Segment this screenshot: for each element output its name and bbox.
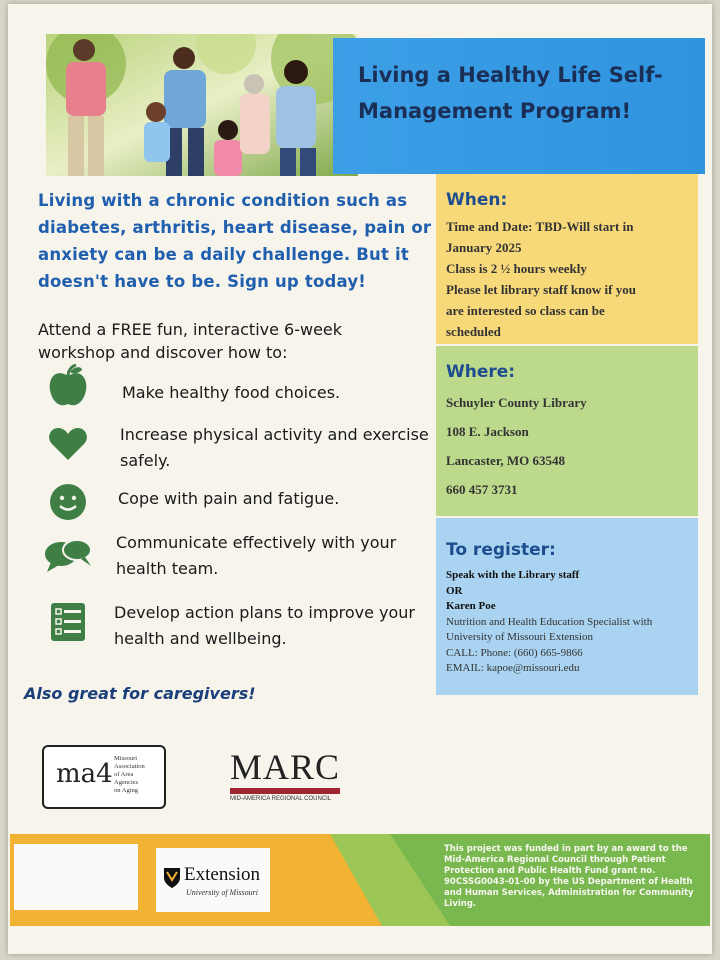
heart-icon xyxy=(40,420,96,468)
when-line: are interested so class can be xyxy=(446,303,605,318)
ma4-caption-line: of Area xyxy=(114,771,134,778)
benefit-text: Develop action plans to improve your health and wellbeing. xyxy=(114,603,415,648)
register-details xyxy=(446,568,696,677)
extension-logo-subtitle: University of Missouri xyxy=(186,888,258,897)
when-heading: When: xyxy=(446,190,508,210)
smiley-face-icon xyxy=(40,478,96,526)
where-line: 660 457 3731 xyxy=(446,482,518,497)
marc-logo-subtitle: MID-AMERICA REGIONAL COUNCIL xyxy=(230,796,332,802)
funding-statement: This project was funded in part by an award to the Mid-America Regional Council through Patient Protection and Public Health Fund grant no. 90CSSG0043-01-00 by the US Department of Health and Human Services, Administration for Community Living. xyxy=(444,844,694,909)
register-line: Nutrition and Health Education Specialist with xyxy=(446,615,653,628)
ma4-caption-line: Agencies xyxy=(114,779,139,786)
extension-logo-text: Extension xyxy=(184,864,260,885)
extension-logo xyxy=(156,848,270,912)
when-line: scheduled xyxy=(446,324,501,339)
register-line: Karen Poe xyxy=(446,600,496,612)
register-line: Speak with the Library staff xyxy=(446,569,580,581)
ma4-caption-line: Missouri xyxy=(114,755,138,762)
when-line: Class is 2 ½ hours weekly xyxy=(446,261,587,276)
ma4-logo xyxy=(42,745,166,809)
when-line: Time and Date: TBD-Will start in xyxy=(446,219,634,234)
benefit-text: Communicate effectively with your health team. xyxy=(116,533,397,578)
ma4-caption-line: on Aging xyxy=(114,787,139,794)
where-line: 108 E. Jackson xyxy=(446,424,529,439)
funding-footer xyxy=(10,834,710,926)
register-line: CALL: Phone: (660) 665-9866 xyxy=(446,646,583,659)
mizzou-shield-icon xyxy=(162,866,182,890)
register-line: OR xyxy=(446,584,463,597)
checklist-icon xyxy=(40,598,96,646)
program-title: Living a Healthy Life Self-Management Program! xyxy=(358,63,663,123)
marc-logo xyxy=(230,748,340,802)
register-box xyxy=(436,518,698,695)
when-line: January 2025 xyxy=(446,240,522,255)
where-line: Lancaster, MO 63548 xyxy=(446,453,566,468)
attend-paragraph: Attend a FREE fun, interactive 6-week workshop and discover how to: xyxy=(38,320,343,362)
intro-paragraph: Living with a chronic condition such as diabetes, arthritis, heart disease, pain or anxiety can be a daily challenge. But it doesn't have to be. Sign up today! xyxy=(38,191,432,291)
where-box xyxy=(436,346,698,516)
where-line: Schuyler County Library xyxy=(446,395,587,410)
when-details xyxy=(446,216,696,342)
speech-bubbles-icon xyxy=(40,532,96,580)
apple-icon xyxy=(40,362,96,410)
where-details xyxy=(446,388,587,504)
ma4-logo-text: ma4 xyxy=(56,759,113,789)
register-line: EMAIL: kapoe@missouri.edu xyxy=(446,662,580,674)
benefit-text: Increase physical activity and exercise safely. xyxy=(120,425,429,470)
caregivers-note: Also great for caregivers! xyxy=(24,684,256,703)
register-heading: To register: xyxy=(446,540,556,560)
when-box xyxy=(436,174,698,344)
blank-logo-box xyxy=(14,844,138,910)
marc-logo-text: MARC xyxy=(230,747,341,787)
marc-red-bar xyxy=(230,788,340,794)
where-heading: Where: xyxy=(446,362,516,382)
benefit-text: Make healthy food choices. xyxy=(122,383,341,402)
ma4-logo-caption xyxy=(114,755,145,795)
when-line: Please let library staff know if you xyxy=(446,282,636,297)
register-line: University of Missouri Extension xyxy=(446,631,593,643)
family-photo xyxy=(46,34,358,176)
ma4-caption-line: Association xyxy=(114,763,145,770)
benefit-text: Cope with pain and fatigue. xyxy=(118,489,340,508)
